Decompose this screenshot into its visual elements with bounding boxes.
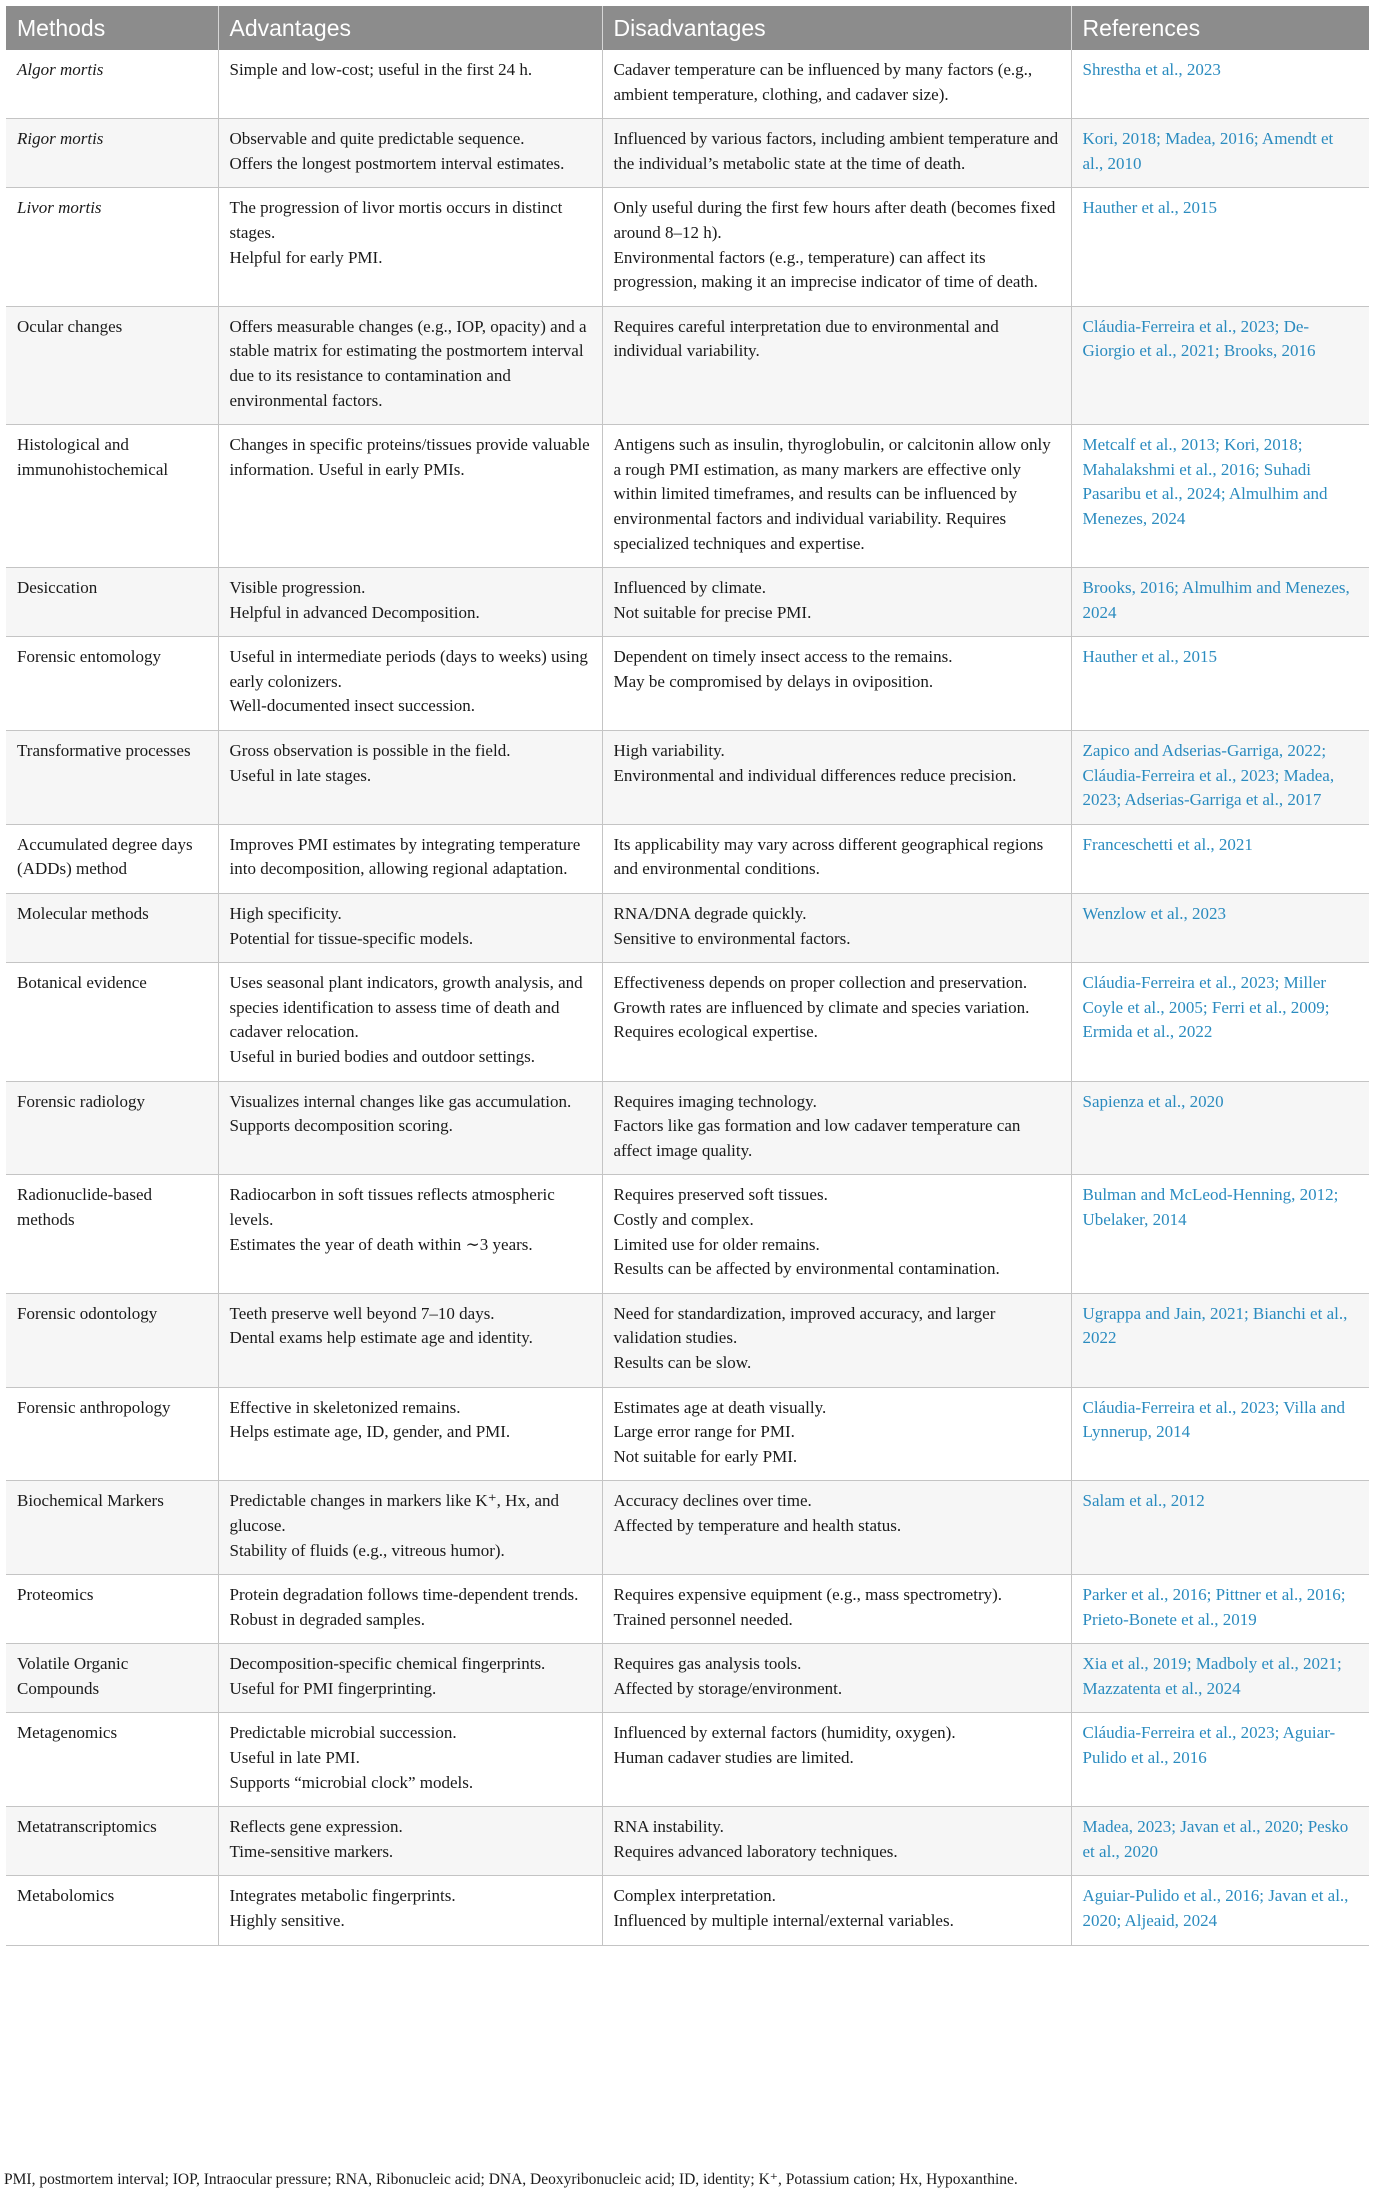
- advantages-line: Integrates metabolic fingerprints.: [229, 1886, 456, 1906]
- disadvantages-cell: [602, 1387, 1071, 1481]
- advantages-line: Changes in specific proteins/tissues provide valuable information. Useful in early PMIs.: [229, 435, 590, 479]
- advantages-line: Supports decomposition scoring.: [229, 1116, 453, 1136]
- reference-link[interactable]: Shrestha et al., 2023: [1071, 50, 1369, 119]
- header-disadvantages: Disadvantages: [602, 6, 1071, 50]
- table-row: [6, 731, 1369, 825]
- table-row: [6, 1481, 1369, 1575]
- advantages-line: Offers measurable changes (e.g., IOP, opacity) and a stable matrix for estimating the postmortem interval due to its resistance to contamination and environmental factors.: [229, 316, 587, 410]
- table-row: [6, 637, 1369, 731]
- advantages-line: Time-sensitive markers.: [229, 1841, 394, 1861]
- disadvantages-line: Influenced by climate.: [613, 578, 766, 598]
- advantages-line: Estimates the year of death within ∼3 years.: [229, 1234, 533, 1254]
- advantages-line: Helpful in advanced Decomposition.: [229, 602, 480, 622]
- methods-table-container: [6, 6, 1369, 1946]
- method-cell: Volatile Organic Compounds: [6, 1644, 218, 1713]
- disadvantages-cell: [602, 1807, 1071, 1876]
- disadvantages-line: Requires ecological expertise.: [613, 1022, 818, 1042]
- disadvantages-line: Requires preserved soft tissues.: [613, 1185, 828, 1205]
- advantages-cell: [218, 1713, 602, 1807]
- table-row: [6, 1175, 1369, 1293]
- disadvantages-cell: [602, 50, 1071, 119]
- disadvantages-line: Requires expensive equipment (e.g., mass spectrometry).: [613, 1585, 1003, 1605]
- table-row: [6, 1713, 1369, 1807]
- disadvantages-line: Limited use for older remains.: [613, 1234, 820, 1254]
- advantages-cell: [218, 1293, 602, 1387]
- advantages-cell: [218, 1876, 602, 1945]
- method-cell: Forensic radiology: [6, 1081, 218, 1175]
- header-advantages: Advantages: [218, 6, 602, 50]
- advantages-line: Predictable changes in markers like K⁺, Hx, and glucose.: [229, 1491, 560, 1535]
- advantages-cell: [218, 425, 602, 568]
- advantages-line: Potential for tissue-specific models.: [229, 928, 474, 948]
- advantages-line: Simple and low-cost; useful in the first 24 h.: [229, 60, 533, 79]
- disadvantages-line: Its applicability may vary across different geographical regions and environmental conditions.: [613, 834, 1044, 879]
- advantages-line: Dental exams help estimate age and identity.: [229, 1328, 533, 1348]
- disadvantages-line: Factors like gas formation and low cadaver temperature can affect image quality.: [613, 1116, 1021, 1160]
- advantages-cell: [218, 1644, 602, 1713]
- header-references: References: [1071, 6, 1369, 50]
- reference-link[interactable]: Metcalf et al., 2013; Kori, 2018; Mahalakshmi et al., 2016; Suhadi Pasaribu et al., 2024; Almulhim and Menezes, 2024: [1071, 425, 1369, 568]
- table-row: [6, 119, 1369, 188]
- advantages-line: Offers the longest postmortem interval estimates.: [229, 153, 565, 173]
- advantages-cell: [218, 824, 602, 893]
- disadvantages-line: Results can be slow.: [613, 1352, 752, 1372]
- table-row: [6, 1876, 1369, 1945]
- disadvantages-cell: [602, 568, 1071, 637]
- table-row: [6, 306, 1369, 424]
- disadvantages-cell: [602, 963, 1071, 1081]
- disadvantages-line: Requires careful interpretation due to environmental and individual variability.: [613, 316, 999, 361]
- pmi-methods-table: [6, 6, 1369, 1946]
- method-cell: Transformative processes: [6, 731, 218, 825]
- table-row: [6, 963, 1369, 1081]
- advantages-line: Predictable microbial succession.: [229, 1723, 457, 1743]
- advantages-cell: [218, 894, 602, 963]
- reference-link[interactable]: Parker et al., 2016; Pittner et al., 2016; Prieto-Bonete et al., 2019: [1071, 1575, 1369, 1644]
- disadvantages-line: Accuracy declines over time.: [613, 1491, 812, 1511]
- reference-link[interactable]: Hauther et al., 2015: [1071, 188, 1369, 306]
- disadvantages-line: Influenced by external factors (humidity, oxygen).: [613, 1723, 956, 1743]
- disadvantages-line: High variability.: [613, 741, 725, 761]
- advantages-line: Robust in degraded samples.: [229, 1609, 425, 1629]
- advantages-cell: [218, 1481, 602, 1575]
- disadvantages-cell: [602, 894, 1071, 963]
- disadvantages-line: Affected by temperature and health status.: [613, 1515, 902, 1535]
- advantages-cell: [218, 1575, 602, 1644]
- table-row: [6, 1387, 1369, 1481]
- disadvantages-line: Only useful during the first few hours after death (becomes fixed around 8–12 h).: [613, 198, 1056, 242]
- disadvantages-line: Effectiveness depends on proper collection and preservation.: [613, 973, 1028, 993]
- disadvantages-line: RNA instability.: [613, 1817, 724, 1837]
- disadvantages-line: Large error range for PMI.: [613, 1422, 795, 1442]
- advantages-cell: [218, 119, 602, 188]
- advantages-line: High specificity.: [229, 904, 342, 924]
- disadvantages-cell: [602, 1713, 1071, 1807]
- disadvantages-line: Influenced by various factors, including ambient temperature and the individual’s metabolic state at the time of death.: [613, 129, 1059, 173]
- reference-link[interactable]: Cláudia-Ferreira et al., 2023; Villa and Lynnerup, 2014: [1071, 1387, 1369, 1481]
- method-cell: Forensic entomology: [6, 637, 218, 731]
- reference-link[interactable]: Sapienza et al., 2020: [1071, 1081, 1369, 1175]
- method-cell: Desiccation: [6, 568, 218, 637]
- table-row: [6, 894, 1369, 963]
- advantages-cell: [218, 1175, 602, 1293]
- advantages-cell: [218, 306, 602, 424]
- disadvantages-cell: [602, 306, 1071, 424]
- table-row: [6, 1575, 1369, 1644]
- method-cell: Forensic odontology: [6, 1293, 218, 1387]
- disadvantages-line: Requires gas analysis tools.: [613, 1654, 802, 1674]
- advantages-cell: [218, 568, 602, 637]
- disadvantages-cell: [602, 1481, 1071, 1575]
- disadvantages-cell: [602, 1575, 1071, 1644]
- disadvantages-line: Requires advanced laboratory techniques.: [613, 1841, 898, 1861]
- advantages-cell: [218, 1081, 602, 1175]
- reference-link[interactable]: Zapico and Adserias-Garriga, 2022; Cláudia-Ferreira et al., 2023; Madea, 2023; Adserias-Garriga et al., 2017: [1071, 731, 1369, 825]
- advantages-line: Helpful for early PMI.: [229, 247, 383, 267]
- advantages-line: Useful in buried bodies and outdoor settings.: [229, 1047, 535, 1066]
- disadvantages-line: Not suitable for precise PMI.: [613, 602, 812, 622]
- disadvantages-line: Trained personnel needed.: [613, 1609, 793, 1629]
- advantages-cell: [218, 1807, 602, 1876]
- disadvantages-line: Not suitable for early PMI.: [613, 1446, 798, 1466]
- advantages-cell: [218, 1387, 602, 1481]
- disadvantages-cell: [602, 637, 1071, 731]
- advantages-line: Teeth preserve well beyond 7–10 days.: [229, 1303, 495, 1323]
- method-cell: Radionuclide-based methods: [6, 1175, 218, 1293]
- disadvantages-cell: [602, 119, 1071, 188]
- reference-link[interactable]: Aguiar-Pulido et al., 2016; Javan et al., 2020; Aljeaid, 2024: [1071, 1876, 1369, 1945]
- method-cell: Botanical evidence: [6, 963, 218, 1081]
- disadvantages-line: Growth rates are influenced by climate and species variation.: [613, 997, 1030, 1017]
- table-row: [6, 1807, 1369, 1876]
- advantages-line: Helps estimate age, ID, gender, and PMI.: [229, 1422, 511, 1442]
- table-body: [6, 50, 1369, 1945]
- advantages-line: Effective in skeletonized remains.: [229, 1397, 461, 1417]
- reference-link[interactable]: Xia et al., 2019; Madboly et al., 2021; Mazzatenta et al., 2024: [1071, 1644, 1369, 1713]
- advantages-line: Useful in late stages.: [229, 765, 372, 785]
- disadvantages-cell: [602, 824, 1071, 893]
- advantages-cell: [218, 188, 602, 306]
- disadvantages-line: Costly and complex.: [613, 1209, 754, 1229]
- disadvantages-line: Results can be affected by environmental contamination.: [613, 1259, 1000, 1279]
- disadvantages-cell: [602, 1876, 1071, 1945]
- disadvantages-cell: [602, 425, 1071, 568]
- reference-link[interactable]: Hauther et al., 2015: [1071, 637, 1369, 731]
- disadvantages-line: Antigens such as insulin, thyroglobulin, or calcitonin allow only a rough PMI estimation, as many markers are effective only within limited timeframes, and results can be influenced by environmental factors and individual variability. Requires specialized techniques and expertise.: [613, 435, 1051, 553]
- method-cell: Forensic anthropology: [6, 1387, 218, 1481]
- reference-link[interactable]: Cláudia-Ferreira et al., 2023; Miller Coyle et al., 2005; Ferri et al., 2009; Ermida et al., 2022: [1071, 963, 1369, 1081]
- disadvantages-cell: [602, 1293, 1071, 1387]
- disadvantages-line: Complex interpretation.: [613, 1886, 776, 1906]
- advantages-line: Useful in late PMI.: [229, 1748, 360, 1768]
- advantages-line: Decomposition-specific chemical fingerprints.: [229, 1654, 546, 1674]
- table-footnote: PMI, postmortem interval; IOP, Intraocular pressure; RNA, Ribonucleic acid; DNA, Deoxyribonucleic acid; ID, identity; K⁺, Potassium cation; Hx, Hypoxanthine.: [4, 2171, 1018, 2188]
- disadvantages-cell: [602, 188, 1071, 306]
- method-cell: Ocular changes: [6, 306, 218, 424]
- reference-link[interactable]: Cláudia-Ferreira et al., 2023; Aguiar-Pulido et al., 2016: [1071, 1713, 1369, 1807]
- disadvantages-line: Environmental and individual differences reduce precision.: [613, 765, 1017, 785]
- advantages-line: Well-documented insect succession.: [229, 696, 476, 716]
- disadvantages-line: Requires imaging technology.: [613, 1091, 817, 1111]
- disadvantages-line: RNA/DNA degrade quickly.: [613, 904, 807, 924]
- disadvantages-cell: [602, 1644, 1071, 1713]
- reference-link[interactable]: Salam et al., 2012: [1071, 1481, 1369, 1575]
- disadvantages-line: Need for standardization, improved accuracy, and larger validation studies.: [613, 1303, 996, 1348]
- reference-link[interactable]: Madea, 2023; Javan et al., 2020; Pesko et al., 2020: [1071, 1807, 1369, 1876]
- disadvantages-line: Environmental factors (e.g., temperature) can affect its progression, making it an imprecise indicator of time of death.: [613, 247, 1038, 292]
- reference-link[interactable]: Franceschetti et al., 2021: [1071, 824, 1369, 893]
- header-methods: Methods: [6, 6, 218, 50]
- table-row: [6, 1644, 1369, 1713]
- method-cell: Livor mortis: [6, 188, 218, 306]
- table-row: [6, 50, 1369, 119]
- disadvantages-line: Dependent on timely insect access to the remains.: [613, 647, 953, 667]
- advantages-line: Uses seasonal plant indicators, growth analysis, and species identification to assess time of death and cadaver relocation.: [229, 973, 583, 1042]
- table-row: [6, 568, 1369, 637]
- disadvantages-line: Estimates age at death visually.: [613, 1397, 827, 1417]
- table-header-row: [6, 6, 1369, 50]
- advantages-line: Stability of fluids (e.g., vitreous humor).: [229, 1540, 505, 1560]
- table-row: [6, 1081, 1369, 1175]
- reference-link[interactable]: Cláudia-Ferreira et al., 2023; De-Giorgio et al., 2021; Brooks, 2016: [1071, 306, 1369, 424]
- advantages-line: Useful for PMI fingerprinting.: [229, 1678, 437, 1698]
- advantages-line: Highly sensitive.: [229, 1911, 345, 1931]
- advantages-line: The progression of livor mortis occurs in distinct stages.: [229, 198, 563, 242]
- method-cell: Molecular methods: [6, 894, 218, 963]
- advantages-line: Visible progression.: [229, 578, 366, 598]
- method-cell: Biochemical Markers: [6, 1481, 218, 1575]
- table-row: [6, 188, 1369, 306]
- advantages-cell: [218, 50, 602, 119]
- advantages-line: Observable and quite predictable sequence.: [229, 129, 525, 149]
- reference-link[interactable]: Ugrappa and Jain, 2021; Bianchi et al., 2022: [1071, 1293, 1369, 1387]
- advantages-cell: [218, 963, 602, 1081]
- table-row: [6, 824, 1369, 893]
- advantages-line: Useful in intermediate periods (days to weeks) using early colonizers.: [229, 647, 588, 691]
- disadvantages-line: Cadaver temperature can be influenced by many factors (e.g., ambient temperature, clothing, and cadaver size).: [613, 60, 1033, 104]
- method-cell: Rigor mortis: [6, 119, 218, 188]
- method-cell: Algor mortis: [6, 50, 218, 119]
- reference-link[interactable]: Kori, 2018; Madea, 2016; Amendt et al., 2010: [1071, 119, 1369, 188]
- method-cell: Metabolomics: [6, 1876, 218, 1945]
- disadvantages-line: May be compromised by delays in oviposition.: [613, 671, 934, 691]
- method-cell: Proteomics: [6, 1575, 218, 1644]
- reference-link[interactable]: Wenzlow et al., 2023: [1071, 894, 1369, 963]
- advantages-line: Visualizes internal changes like gas accumulation.: [229, 1091, 572, 1111]
- advantages-line: Radiocarbon in soft tissues reflects atmospheric levels.: [229, 1185, 555, 1229]
- disadvantages-line: Affected by storage/environment.: [613, 1678, 843, 1698]
- method-cell: Accumulated degree days (ADDs) method: [6, 824, 218, 893]
- disadvantages-cell: [602, 1081, 1071, 1175]
- disadvantages-cell: [602, 1175, 1071, 1293]
- advantages-line: Supports “microbial clock” models.: [229, 1772, 474, 1792]
- advantages-line: Reflects gene expression.: [229, 1817, 403, 1837]
- disadvantages-line: Sensitive to environmental factors.: [613, 928, 851, 948]
- advantages-line: Gross observation is possible in the field.: [229, 741, 511, 761]
- advantages-cell: [218, 731, 602, 825]
- disadvantages-line: Human cadaver studies are limited.: [613, 1748, 854, 1768]
- table-row: [6, 425, 1369, 568]
- disadvantages-cell: [602, 731, 1071, 825]
- advantages-line: Protein degradation follows time-dependent trends.: [229, 1585, 579, 1605]
- reference-link[interactable]: Bulman and McLeod-Henning, 2012; Ubelaker, 2014: [1071, 1175, 1369, 1293]
- advantages-line: Improves PMI estimates by integrating temperature into decomposition, allowing regional adaptation.: [229, 834, 581, 879]
- disadvantages-line: Influenced by multiple internal/external variables.: [613, 1911, 954, 1931]
- reference-link[interactable]: Brooks, 2016; Almulhim and Menezes, 2024: [1071, 568, 1369, 637]
- method-cell: Histological and immunohistochemical: [6, 425, 218, 568]
- table-row: [6, 1293, 1369, 1387]
- method-cell: Metagenomics: [6, 1713, 218, 1807]
- advantages-cell: [218, 637, 602, 731]
- method-cell: Metatranscriptomics: [6, 1807, 218, 1876]
